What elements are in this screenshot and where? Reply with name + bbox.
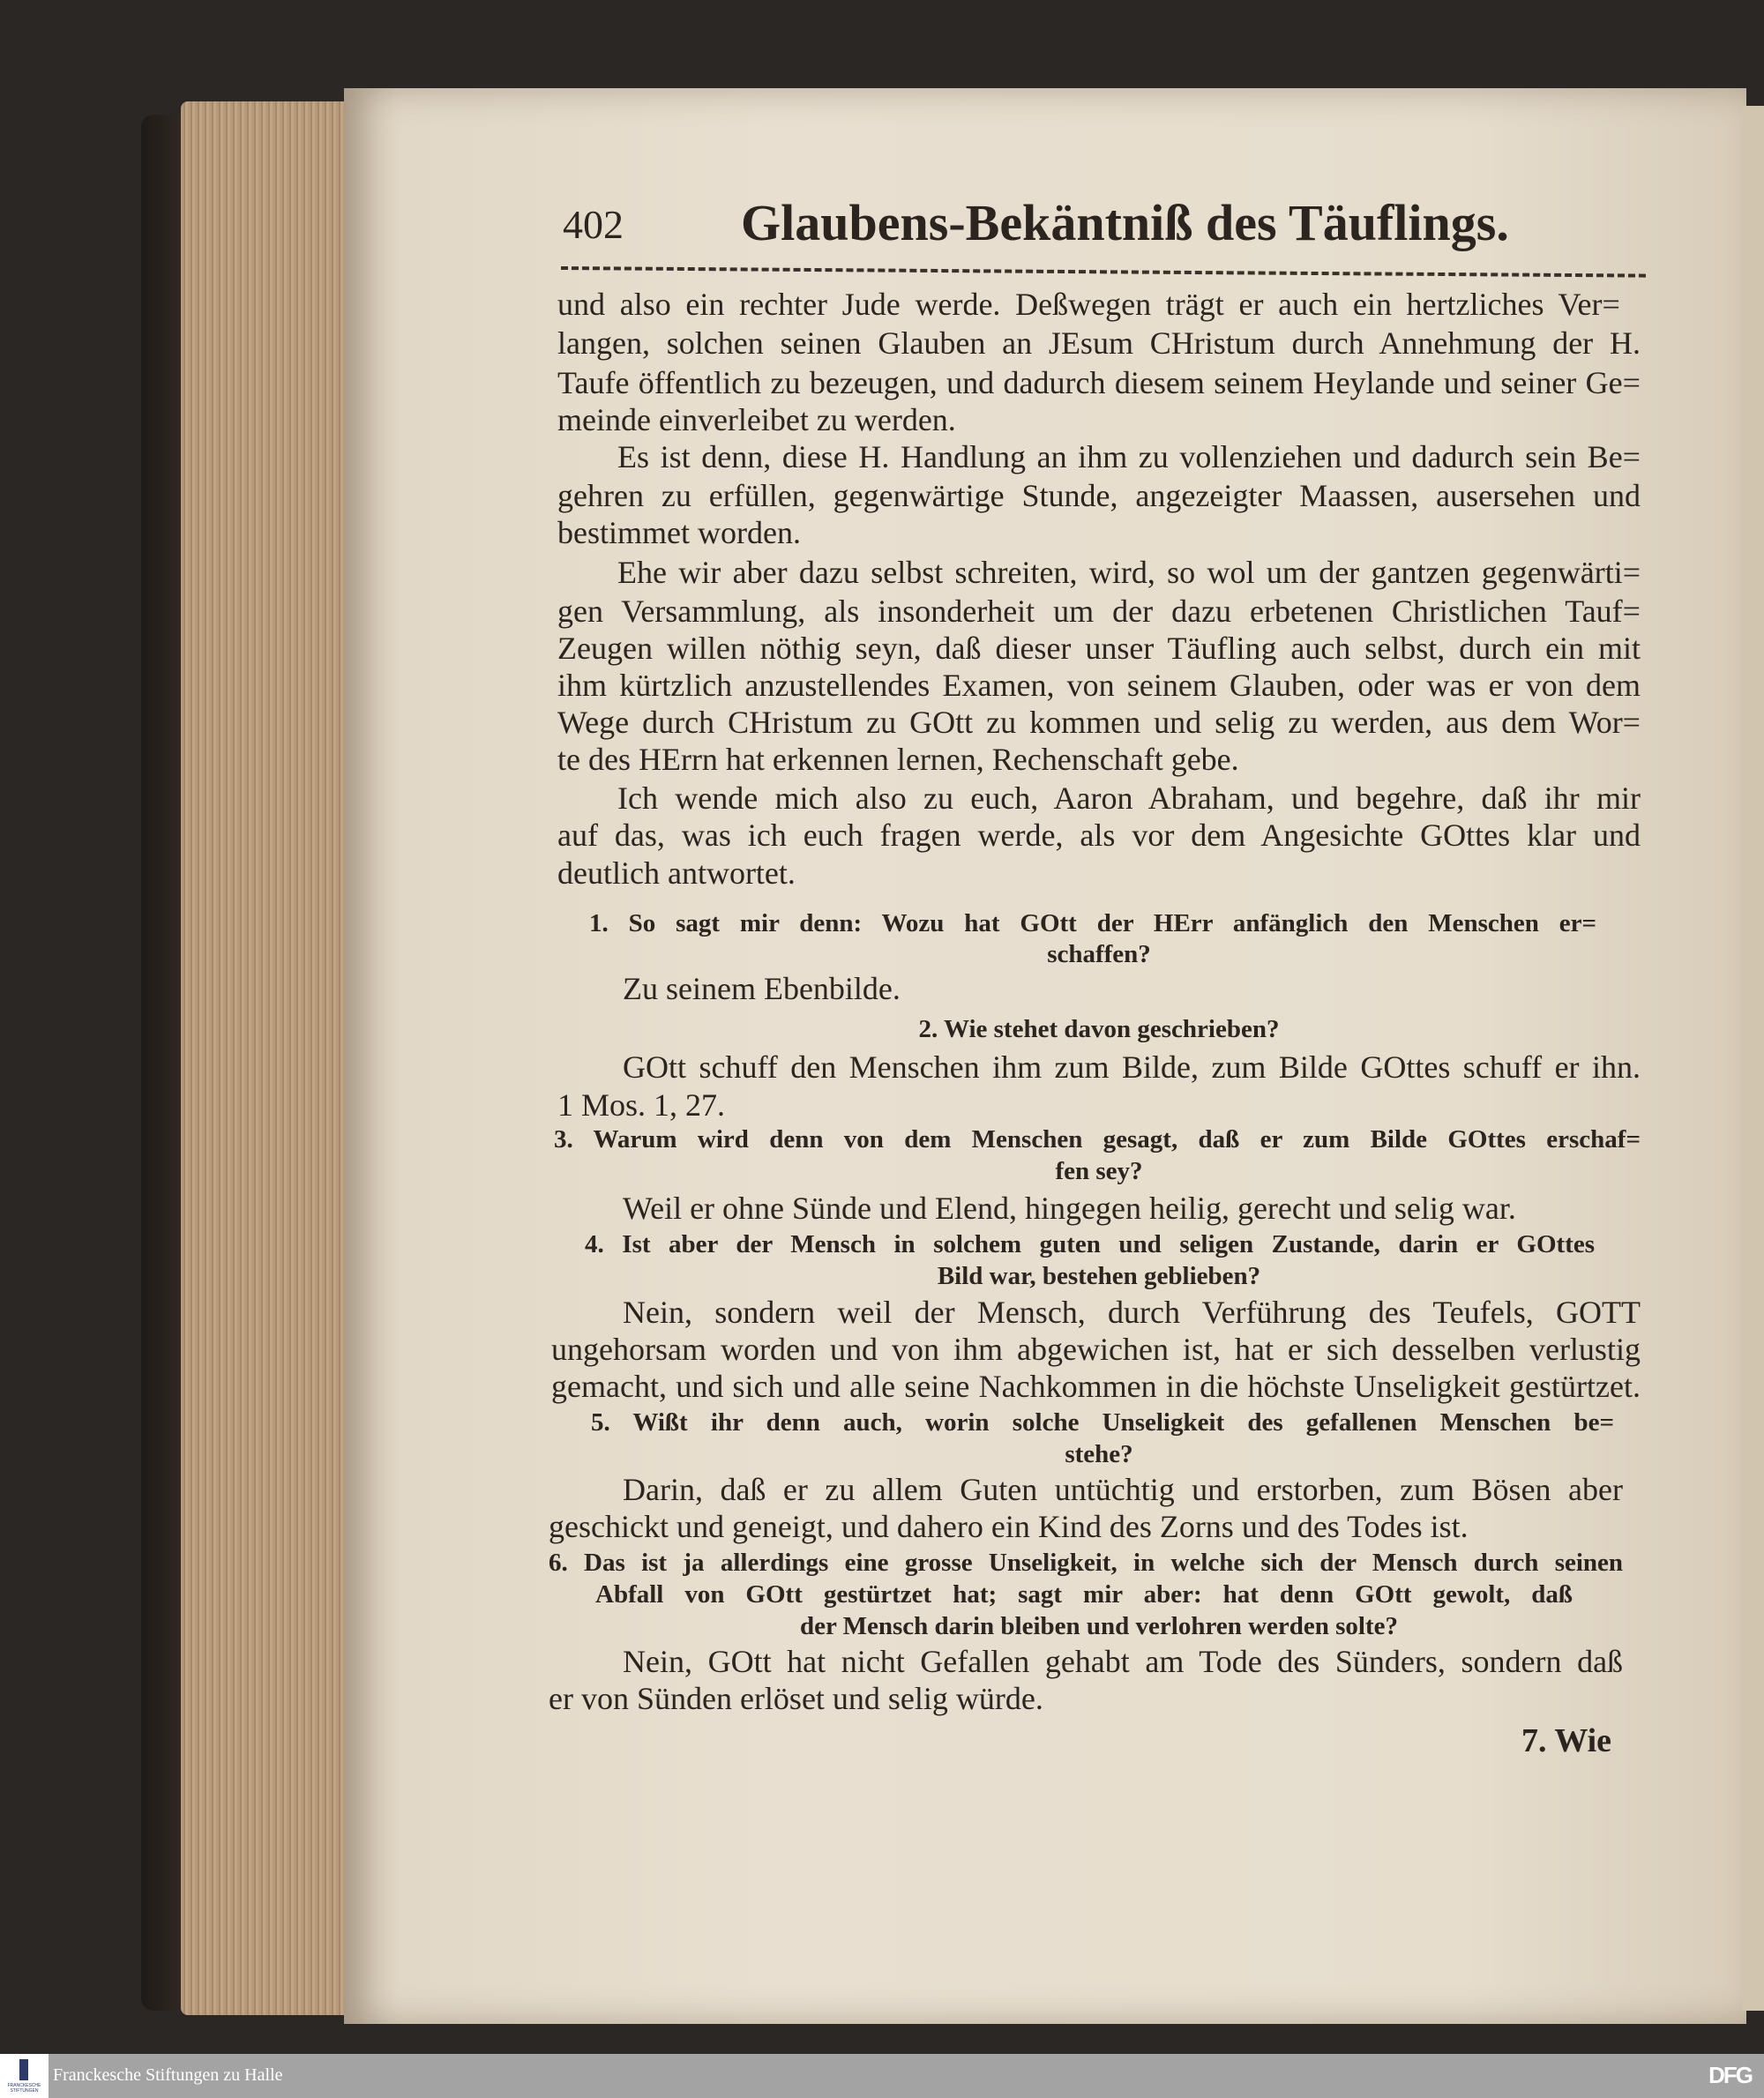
question-line: fen sey?	[1055, 1157, 1143, 1185]
body-text-line: und also ein rechter Jude werde. Deßwegen trägt er auch ein hertzliches Ver=	[557, 287, 1620, 322]
catchword: 7. Wie	[1521, 1722, 1612, 1759]
answer-line: Nein, sondern weil der Mensch, durch Verführung des Teufels, GOTT	[623, 1295, 1641, 1330]
running-title: Glaubens-Bekäntniß des Täuflings.	[741, 194, 1509, 251]
question-line: Abfall von GOtt gestürtzet hat; sagt mir aber: hat denn GOtt gewolt, daß	[595, 1580, 1573, 1609]
body-text-line: gen Versammlung, als insonderheit um der dazu erbetenen Christlichen Tauf=	[557, 594, 1641, 629]
question-line: 5. Wißt ihr denn auch, worin solche Unseligkeit des gefallenen Menschen be=	[591, 1408, 1614, 1437]
page-edges	[181, 101, 357, 2015]
answer-line: gemacht, und sich und alle seine Nachkommen in die höchste Unseligkeit gestürtzet.	[551, 1369, 1641, 1404]
institution-name[interactable]: Franckesche Stiftungen zu Halle	[53, 2065, 283, 2085]
logo-text: FRANCKESCHE STIFTUNGEN	[7, 2083, 41, 2094]
body-text-line: Ich wende mich also zu euch, Aaron Abraham, und begehre, daß ihr mir	[617, 780, 1641, 816]
answer-line: ungehorsam worden und von ihm abgewichen ist, hat er sich desselben verlustig	[551, 1332, 1641, 1367]
answer-line: 1 Mos. 1, 27.	[557, 1087, 726, 1123]
body-text-line: deutlich antwortet.	[557, 855, 796, 891]
question-line: 6. Das ist ja allerdings eine grosse Unseligkeit, in welche sich der Mensch durch seinen	[549, 1549, 1624, 1577]
answer-line: GOtt schuff den Menschen ihm zum Bilde, zum Bilde GOttes schuff er ihn.	[623, 1049, 1641, 1085]
body-text-line: Es ist denn, diese H. Handlung an ihm zu vollenziehen und dadurch sein Be=	[617, 439, 1641, 474]
body-text-line: ihm kürtzlich anzustellendes Examen, von seinem Glauben, oder was er von dem	[557, 668, 1641, 703]
question-line: 3. Warum wird denn von dem Menschen gesagt, daß er zum Bilde GOttes erschaf=	[554, 1125, 1641, 1154]
body-text-line: langen, solchen seinen Glauben an JEsum CHristum durch Annehmung der H.	[557, 325, 1641, 361]
answer-line: Zu seinem Ebenbilde.	[623, 971, 901, 1006]
body-text-line: bestimmet worden.	[557, 515, 801, 550]
dfg-logo[interactable]: DFG	[1708, 2062, 1752, 2088]
body-text-line: meinde einverleibet zu werden.	[557, 402, 956, 437]
question-line: stehe?	[1065, 1440, 1133, 1468]
body-text-line: te des HErrn hat erkennen lernen, Rechenschaft gebe.	[557, 742, 1239, 777]
answer-line: Nein, GOtt hat nicht Gefallen gehabt am Tode des Sünders, sondern daß	[623, 1644, 1624, 1679]
facing-page-edge	[1742, 106, 1764, 2011]
answer-line: Darin, daß er zu allem Guten untüchtig und erstorben, zum Bösen aber	[623, 1472, 1623, 1507]
body-text-line: Wege durch CHristum zu GOtt zu kommen und selig zu werden, aus dem Wor=	[557, 705, 1641, 740]
question-line: der Mensch darin bleiben und verlohren werden solte?	[799, 1612, 1399, 1640]
body-text-line: gehren zu erfüllen, gegenwärtige Stunde, angezeigter Maassen, ausersehen und	[557, 478, 1641, 513]
question-line: 2. Wie stehet davon geschrieben?	[918, 1015, 1280, 1043]
body-text-line: Taufe öffentlich zu bezeugen, und dadurch diesem seinem Heylande und seiner Ge=	[557, 365, 1641, 400]
footer-bar	[0, 2054, 1764, 2098]
body-text-line: Ehe wir aber dazu selbst schreiten, wird, so wol um der gantzen gegenwärti=	[617, 555, 1641, 590]
logo-figure-icon	[19, 2059, 28, 2080]
question-line: Bild war, bestehen geblieben?	[937, 1262, 1261, 1290]
answer-line: er von Sünden erlöset und selig würde.	[549, 1681, 1043, 1716]
body-text-line: Zeugen willen nöthig seyn, daß dieser unser Täufling auch selbst, durch ein mit	[557, 631, 1641, 666]
answer-line: geschickt und geneigt, und dahero ein Kind des Zorns und des Todes ist.	[549, 1509, 1469, 1544]
body-text-line: auf das, was ich euch fragen werde, als vor dem Angesichte GOttes klar und	[557, 818, 1641, 853]
answer-line: Weil er ohne Sünde und Elend, hingegen heilig, gerecht und selig war.	[623, 1191, 1516, 1226]
question-line: schaffen?	[1047, 940, 1151, 968]
institution-logo[interactable]	[0, 2054, 49, 2098]
question-line: 4. Ist aber der Mensch in solchem guten und seligen Zustande, darin er GOttes	[585, 1230, 1596, 1258]
question-line: 1. So sagt mir denn: Wozu hat GOtt der HErr anfänglich den Menschen er=	[589, 909, 1596, 937]
page-number: 402	[563, 202, 624, 247]
